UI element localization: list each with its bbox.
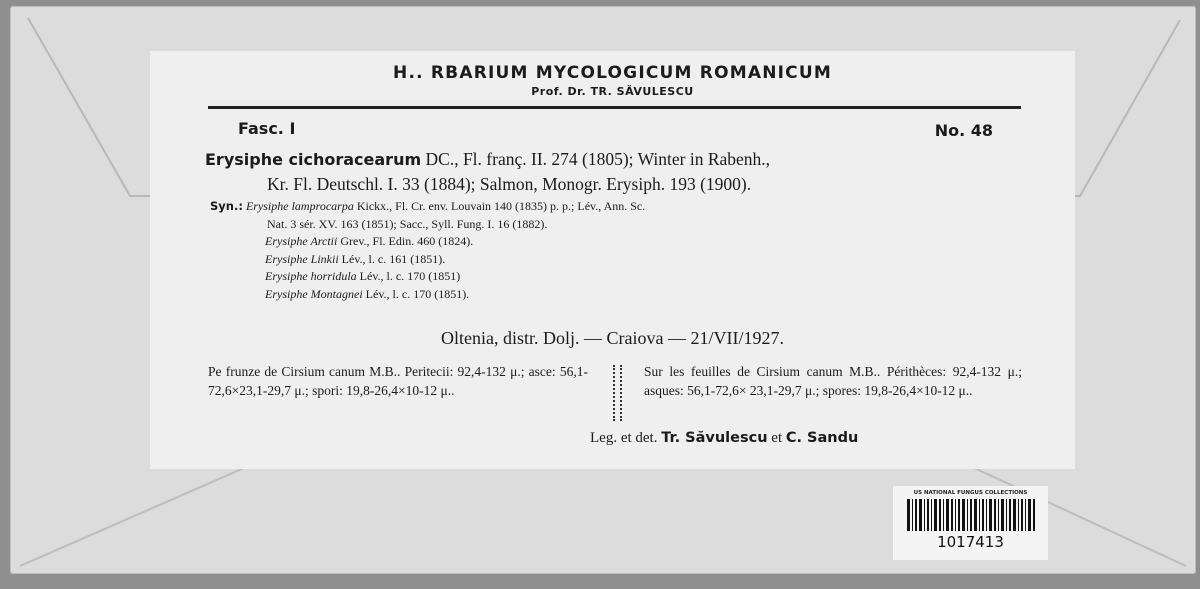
synonym-name: Erysiphe Arctii	[265, 234, 338, 248]
synonym-name: Erysiphe horridula	[265, 269, 357, 283]
synonym-ref: Grev., Fl. Edin. 460 (1824).	[337, 234, 474, 248]
barcode-label	[893, 486, 1048, 560]
synonyms-label: Syn.:	[210, 199, 243, 213]
collectors-joiner: et	[771, 430, 783, 446]
species-citation-1: DC., Fl. franç. II. 274 (1805); Winter in Rabenh.,	[421, 149, 771, 169]
synonyms-block	[210, 198, 1040, 303]
collectors-line	[590, 430, 858, 447]
species-block	[205, 147, 1035, 196]
description-romanian: Pe frunze de Cirsium canum M.B.. Peritecii: 92,4-132 μ.; asce: 56,1-72,6×23,1-29,7 μ.; spori: 19,8-26,4×10-12 μ..	[208, 364, 588, 398]
collector-2: C. Sandu	[785, 430, 859, 446]
synonym-line	[210, 268, 1040, 286]
label-title: H.. RBARIUM MYCOLOGICUM ROMANICUM	[393, 63, 832, 83]
barcode-number: 1017413	[937, 533, 1004, 551]
species-citation-2: Kr. Fl. Deutschl. I. 33 (1884); Salmon, Monogr. Erysiph. 193 (1900).	[267, 174, 752, 194]
fascicle-number: Fasc. I	[238, 119, 296, 138]
synonym-name: Erysiphe Montagnei	[265, 286, 363, 301]
locality-date: Oltenia, distr. Dolj. — Craiova — 21/VII/1927.	[441, 328, 784, 348]
synonym-ref: Kickx., Fl. Cr. env. Louvain 140 (1835) p. p.; Lév., Ann. Sc.	[353, 199, 646, 213]
synonym-name: Erysiphe Linkii	[265, 251, 339, 266]
herbarium-label	[150, 51, 1075, 469]
description-french: Sur les feuilles de Cirsium canum M.B.. Périthèces: 92,4-132 μ.; asques: 56,1-72,6× 23,1-29,7 μ.; spores: 19,8-26,4×10-12 μ..	[644, 364, 1022, 398]
specimen-envelope	[10, 6, 1196, 574]
synonym-line	[210, 251, 1040, 269]
label-subtitle: Prof. Dr. TR. SĂVULESCU	[531, 85, 694, 98]
synonym-ref: Lév., l. c. 170 (1851)	[356, 269, 461, 283]
barcode-header: US NATIONAL FUNGUS COLLECTIONS	[913, 490, 1028, 496]
title-rule	[208, 106, 1021, 109]
synonym-line	[210, 286, 1040, 304]
synonym-ref-cont: Nat. 3 sér. XV. 163 (1851); Sacc., Syll. Fung. I. 16 (1882).	[267, 216, 548, 231]
synonym-ref: Lév., l. c. 161 (1851).	[338, 251, 446, 266]
exsiccata-number: No. 48	[934, 121, 993, 140]
collectors-prefix: Leg. et det.	[590, 430, 658, 446]
species-name: Erysiphe cichoracearum	[205, 150, 422, 169]
column-divider	[613, 365, 622, 421]
synonym-ref: Lév., l. c. 170 (1851).	[362, 286, 470, 301]
synonym-name: Erysiphe lamprocarpa	[245, 199, 354, 213]
collector-1: Tr. Săvulescu	[661, 430, 768, 446]
barcode-icon	[907, 499, 1035, 531]
synonym-line	[210, 233, 1040, 251]
